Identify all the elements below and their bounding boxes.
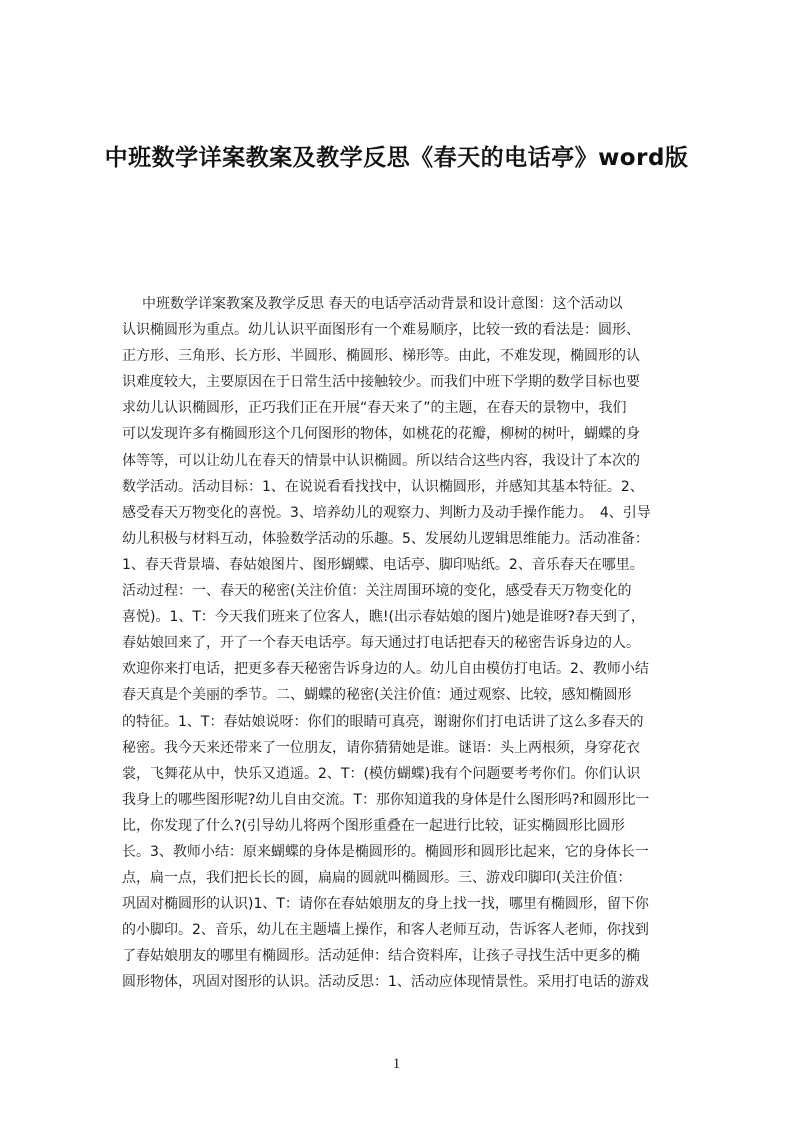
body-line: 正方形、三角形、长方形、半圆形、椭圆形、梯形等。由此，不难发现，椭圆形的认: [122, 348, 640, 365]
body-line: 裳，飞舞花从中，快乐又逍遥。2、T：(模仿蝴蝶)我有个问题要考考你们。你们认识: [122, 765, 641, 782]
body-line: 点，扁一点，我们把长长的圆，扁扁的圆就叫椭圆形。三、游戏印脚印(关注价值：: [122, 870, 632, 887]
body-line: 巩固对椭圆形的认识)1、T：请你在春姑娘朋友的身上找一找，哪里有椭圆形，留下你: [122, 896, 649, 913]
body-line: 可以发现许多有椭圆形这个几何图形的物体，如桃花的花瓣，柳树的树叶，蝴蝶的身: [122, 426, 640, 443]
body-line: 了春姑娘朋友的哪里有椭圆形。活动延伸：结合资料库，让孩子寻找生活中更多的椭: [122, 948, 640, 965]
body-line: 识难度较大，主要原因在于日常生活中接触较少。而我们中班下学期的数学目标也要: [122, 374, 640, 391]
body-line: 的特征。1、T：春姑娘说呀：你们的眼睛可真亮，谢谢你们打电话讲了这么多春天的: [122, 713, 644, 730]
body-line: 春姑娘回来了，开了一个春天电话亭。每天通过打电话把春天的秘密告诉身边的人。: [122, 635, 640, 652]
body-line: 圆形物体，巩固对图形的认识。活动反思：1、活动应体现情景性。采用打电话的游戏: [122, 974, 649, 991]
body-line: 欢迎你来打电话，把更多春天秘密告诉身边的人。幼儿自由模仿打电话。2、教师小结: [122, 661, 649, 678]
body-line: 认识椭圆形为重点。幼儿认识平面图形有一个难易顺序，比较一致的看法是：圆形、: [122, 322, 640, 339]
body-line: 中班数学详案教案及教学反思 春天的电话亭活动背景和设计意图：这个活动以: [142, 296, 623, 312]
body-line: 求幼儿认识椭圆形，正巧我们正在开展“春天来了”的主题，在春天的景物中，我们: [122, 400, 627, 417]
body-line: 活动过程：一、春天的秘密(关注价值：关注周围环境的变化，感受春天万物变化的: [122, 583, 632, 600]
body-line: 的小脚印。2、音乐，幼儿在主题墙上操作，和客人老师互动，告诉客人老师，你找到: [122, 922, 649, 939]
page-number: 1: [392, 1056, 401, 1072]
body-line: 比，你发现了什么?(引导幼儿将两个图形重叠在一起进行比较，证实椭圆形比圆形: [122, 817, 625, 834]
body-line: 我身上的哪些图形呢?幼儿自由交流。T：那你知道我的身体是什么图形吗?和圆形比一: [122, 791, 650, 808]
body-line: 幼儿积极与材料互动，体验数学活动的乐趣。5、发展幼儿逻辑思维能力。活动准备：: [122, 530, 649, 547]
body-line: 春天真是个美丽的季节。二、蝴蝶的秘密(关注价值：通过观察、比较，感知椭圆形: [122, 687, 632, 704]
document-body: [122, 291, 697, 996]
body-line: 喜悦)。1、T：今天我们班来了位客人，瞧!(出示春姑娘的图片)她是谁呀?春天到了，: [122, 609, 645, 626]
body-line: 秘密。我今天来还带来了一位朋友，请你猜猜她是谁。谜语：头上两根须，身穿花衣: [122, 739, 640, 756]
body-line: 长。3、教师小结：原来蝴蝶的身体是椭圆形的。椭圆形和圆形比起来，它的身体长一: [122, 843, 649, 860]
body-line: 感受春天万物变化的喜悦。3、培养幼儿的观察力、判断力及动手操作能力。 4、引导: [122, 504, 651, 521]
body-line: 体等等，可以让幼儿在春天的情景中认识椭圆。所以结合这些内容，我设计了本次的: [122, 452, 640, 469]
body-line: 1、春天背景墙、春姑娘图片、图形蝴蝶、电话亭、脚印贴纸。2、音乐春天在哪里。: [122, 556, 644, 573]
body-line: 数学活动。活动目标：1、在说说看看找找中，认识椭圆形，并感知其基本特征。2、: [122, 478, 644, 495]
document-title: 中班数学详案教案及教学反思《春天的电话亭》word版: [104, 145, 689, 171]
